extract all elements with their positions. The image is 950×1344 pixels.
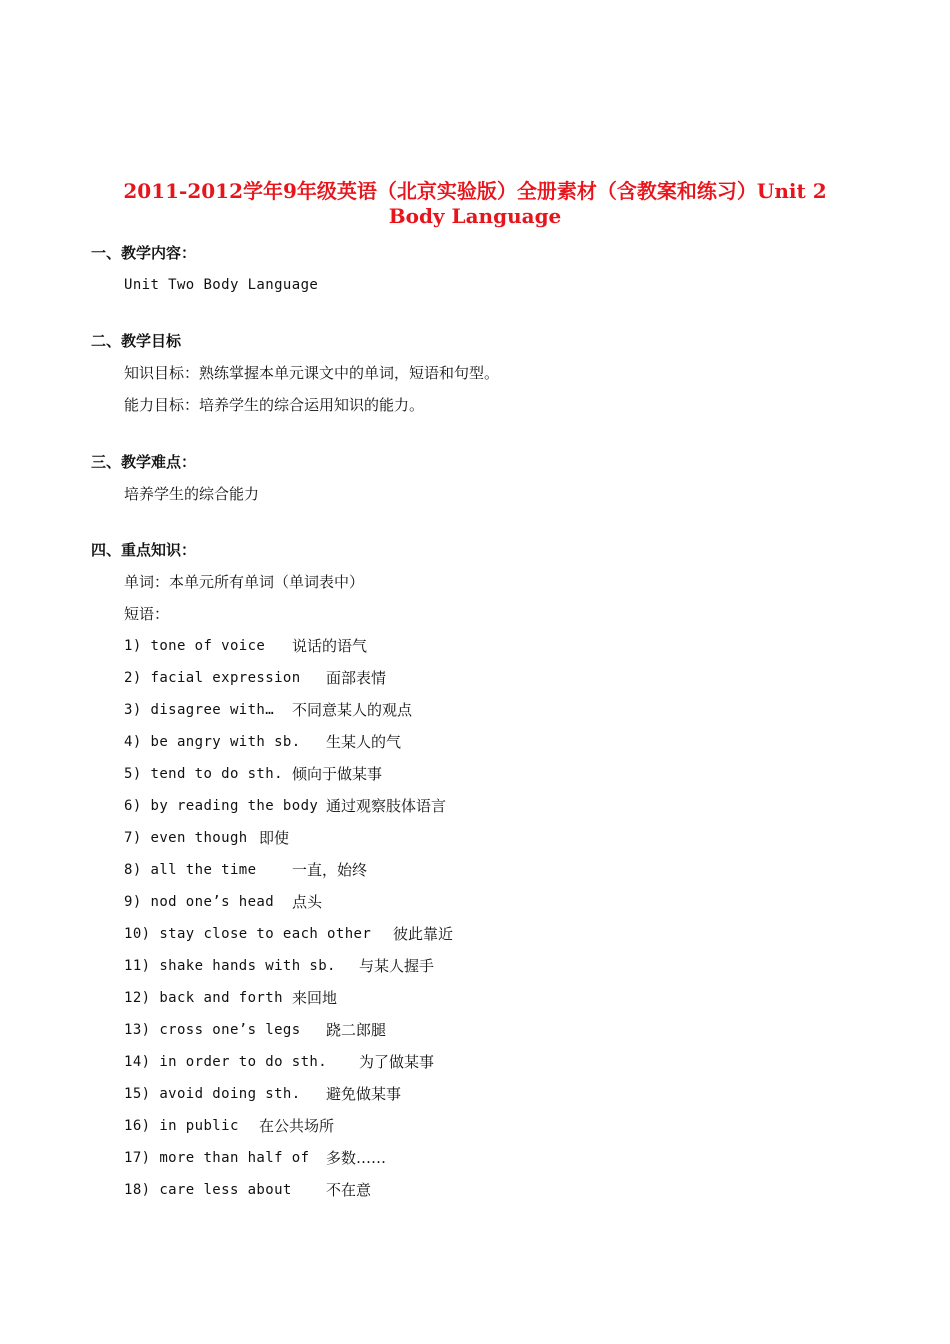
section-content-text: Unit Two Body Language <box>124 277 319 293</box>
phrase-english: 8) all the time <box>124 862 257 878</box>
phrase-item <box>124 1180 372 1200</box>
phrase-english: 6) by reading the body <box>124 798 319 814</box>
vocabulary-note: 单词：本单元所有单词（单词表中） <box>124 573 365 591</box>
phrase-chinese: 一直，始终 <box>292 861 368 879</box>
section-heading-content: 一、教学内容： <box>91 244 197 262</box>
phrase-english: 2) facial expression <box>124 670 301 686</box>
phrase-chinese: 不在意 <box>326 1181 372 1199</box>
phrase-item <box>124 668 387 688</box>
phrase-english: 18) care less about <box>124 1182 292 1198</box>
phrase-english: 4) be angry with sb. <box>124 734 301 750</box>
phrase-english: 9) nod one’s head <box>124 894 275 910</box>
phrase-chinese: 为了做某事 <box>359 1053 435 1071</box>
phrase-english: 3) disagree with… <box>124 702 275 718</box>
objective-ability: 能力目标：培养学生的综合运用知识的能力。 <box>124 396 425 414</box>
objective-knowledge: 知识目标：熟练掌握本单元课文中的单词，短语和句型。 <box>124 364 500 382</box>
phrase-item <box>124 796 447 816</box>
phrase-english: 16) in public <box>124 1118 239 1134</box>
phrase-english: 7) even though <box>124 830 248 846</box>
phrase-chinese: 倾向于做某事 <box>292 765 383 783</box>
phrase-item <box>124 1020 387 1040</box>
phrase-item <box>124 956 435 976</box>
phrase-item <box>124 892 323 912</box>
phrase-item <box>124 636 368 656</box>
phrase-item <box>124 1052 435 1072</box>
document-title-line-1: 2011-2012学年9年级英语（北京实验版）全册素材（含教案和练习）Unit 2 <box>123 179 827 203</box>
phrases-label: 短语： <box>124 605 170 623</box>
phrase-chinese: 在公共场所 <box>259 1117 335 1135</box>
phrase-item <box>124 988 338 1008</box>
phrase-chinese: 通过观察肢体语言 <box>326 797 447 815</box>
phrase-chinese: 多数…… <box>326 1149 387 1167</box>
phrase-item <box>124 828 290 848</box>
phrase-chinese: 说话的语气 <box>292 637 368 655</box>
section-heading-key-knowledge: 四、重点知识： <box>91 541 197 559</box>
phrase-item <box>124 1116 335 1136</box>
section-heading-objectives: 二、教学目标 <box>91 332 182 350</box>
difficulty-text: 培养学生的综合能力 <box>124 485 260 503</box>
phrase-chinese: 即使 <box>259 829 290 847</box>
phrase-english: 10) stay close to each other <box>124 926 372 942</box>
phrase-chinese: 点头 <box>292 893 323 911</box>
phrase-item <box>124 924 454 944</box>
phrase-english: 17) more than half of <box>124 1150 310 1166</box>
phrase-english: 13) cross one’s legs <box>124 1022 301 1038</box>
phrase-chinese: 避免做某事 <box>326 1085 402 1103</box>
phrase-english: 1) tone of voice <box>124 638 266 654</box>
phrase-item <box>124 1148 387 1168</box>
phrase-chinese: 跷二郎腿 <box>326 1021 387 1039</box>
section-heading-difficulties: 三、教学难点： <box>91 453 197 471</box>
phrase-item <box>124 1084 402 1104</box>
phrase-chinese: 与某人握手 <box>359 957 435 975</box>
phrase-item <box>124 700 413 720</box>
phrase-chinese: 面部表情 <box>326 669 387 687</box>
phrase-chinese: 彼此靠近 <box>393 925 454 943</box>
phrase-english: 11) shake hands with sb. <box>124 958 336 974</box>
phrase-item <box>124 732 402 752</box>
phrase-item <box>124 764 383 784</box>
phrase-english: 15) avoid doing sth. <box>124 1086 301 1102</box>
phrase-chinese: 来回地 <box>292 989 338 1007</box>
phrase-english: 14) in order to do sth. <box>124 1054 328 1070</box>
phrase-english: 12) back and forth <box>124 990 283 1006</box>
phrase-chinese: 不同意某人的观点 <box>292 701 413 719</box>
phrase-chinese: 生某人的气 <box>326 733 402 751</box>
phrase-english: 5) tend to do sth. <box>124 766 283 782</box>
phrase-item <box>124 860 368 880</box>
document-title-line-2: Body Language <box>388 204 562 228</box>
